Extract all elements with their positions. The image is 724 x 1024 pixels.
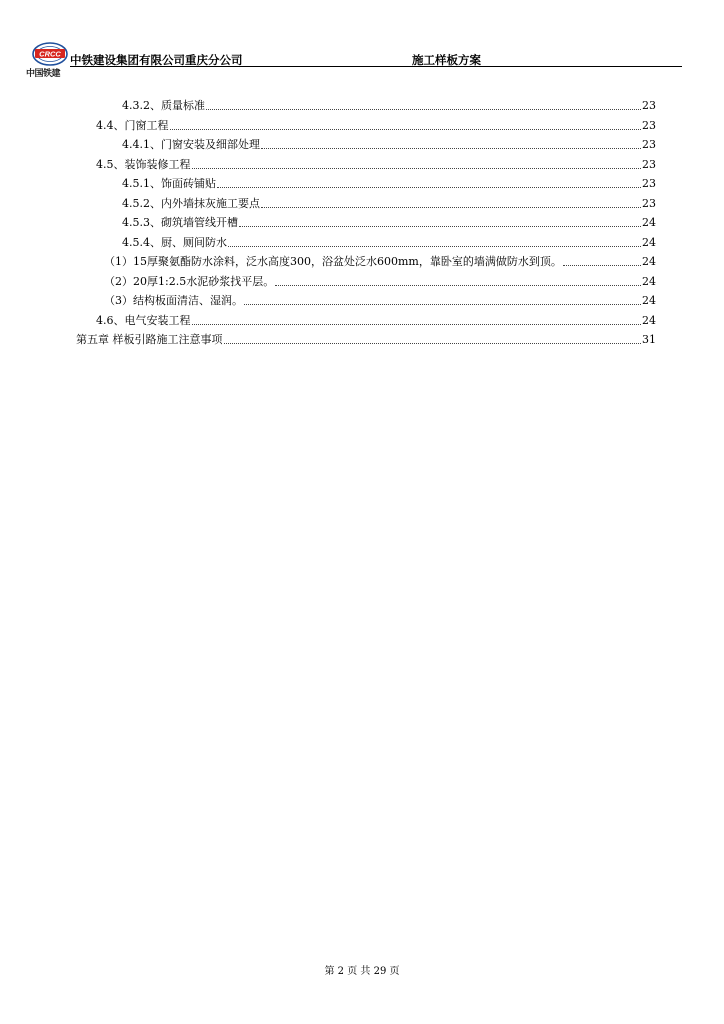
document-title: 施工样板方案 [412,53,481,67]
logo-caption: 中国铁建 [26,69,61,79]
toc-entry-label: 第五章 样板引路施工注意事项 [76,333,223,346]
toc-entry-page: 23 [642,196,656,210]
toc-entry[interactable] [104,254,656,270]
toc-entry[interactable] [96,157,656,173]
company-name: 中铁建设集团有限公司重庆分公司 [70,53,243,67]
page-header [26,40,658,82]
toc-leader-dots [563,264,641,266]
toc-leader-dots [239,225,641,227]
toc-entry[interactable] [122,176,656,192]
toc-entry-page: 24 [642,313,656,327]
header-rule [70,66,682,67]
toc-entry-label: 4.5.1、饰面砖铺贴 [122,177,216,190]
toc-leader-dots [228,245,641,247]
toc-entry-page: 23 [642,118,656,132]
toc-entry-page: 24 [642,216,656,229]
toc-entry-page: 31 [642,333,656,346]
toc-leader-dots [244,303,641,305]
toc-leader-dots [192,167,642,169]
toc-entry-label: 4.5.3、砌筑墙管线开槽 [122,216,238,229]
toc-entry-label: 4.4、门窗工程 [96,118,169,132]
toc-entry-page: 24 [642,235,656,249]
toc-entry-label: （3）结构板面清洁、湿润。 [104,294,243,307]
toc-entry[interactable] [122,98,656,114]
toc-entry-label: 4.5.2、内外墙抹灰施工要点 [122,196,260,210]
toc-leader-dots [206,108,641,110]
toc-entry-label: 4.5、装饰装修工程 [96,157,191,171]
toc-leader-dots [261,206,641,208]
toc-entry-label: 4.4.1、门窗安装及细部处理 [122,138,260,151]
toc-entry-label: 4.5.4、厨、厕间防水 [122,235,227,249]
toc-leader-dots [261,147,641,149]
toc-entry[interactable] [104,274,656,290]
toc-entry-page: 24 [642,255,656,268]
toc-entry[interactable] [96,118,656,134]
toc-entry-page: 23 [642,138,656,151]
toc-leader-dots [192,323,642,325]
logo-mark-text: CRCC [39,49,61,59]
toc-entry[interactable] [122,196,656,212]
toc-leader-dots [217,186,641,188]
toc-entry[interactable] [122,137,656,153]
toc-entry-label: （2）20厚1:2.5水泥砂浆找平层。 [104,274,275,288]
toc-entry[interactable] [122,235,656,251]
toc-entry[interactable] [104,293,656,309]
toc-entry[interactable] [76,332,656,348]
toc-entry[interactable] [96,313,656,329]
page-footer: 第 2 页 共 29 页 [324,966,400,977]
toc-leader-dots [275,284,641,286]
toc-entry-page: 24 [642,294,656,307]
toc-leader-dots [224,342,642,344]
toc-entry-page: 23 [642,99,656,112]
toc-entry-label: （1）15厚聚氨酯防水涂料，泛水高度300，浴盆处泛水600mm，靠卧室的墙满做防水到顶。 [104,255,562,268]
toc-leader-dots [170,128,642,130]
toc-entry-page: 23 [642,177,656,190]
toc-entry-page: 24 [642,274,656,288]
toc-entry-page: 23 [642,157,656,171]
toc-entry[interactable] [122,215,656,231]
toc-entry-label: 4.3.2、质量标准 [122,99,205,112]
toc-entry-label: 4.6、电气安装工程 [96,313,191,327]
